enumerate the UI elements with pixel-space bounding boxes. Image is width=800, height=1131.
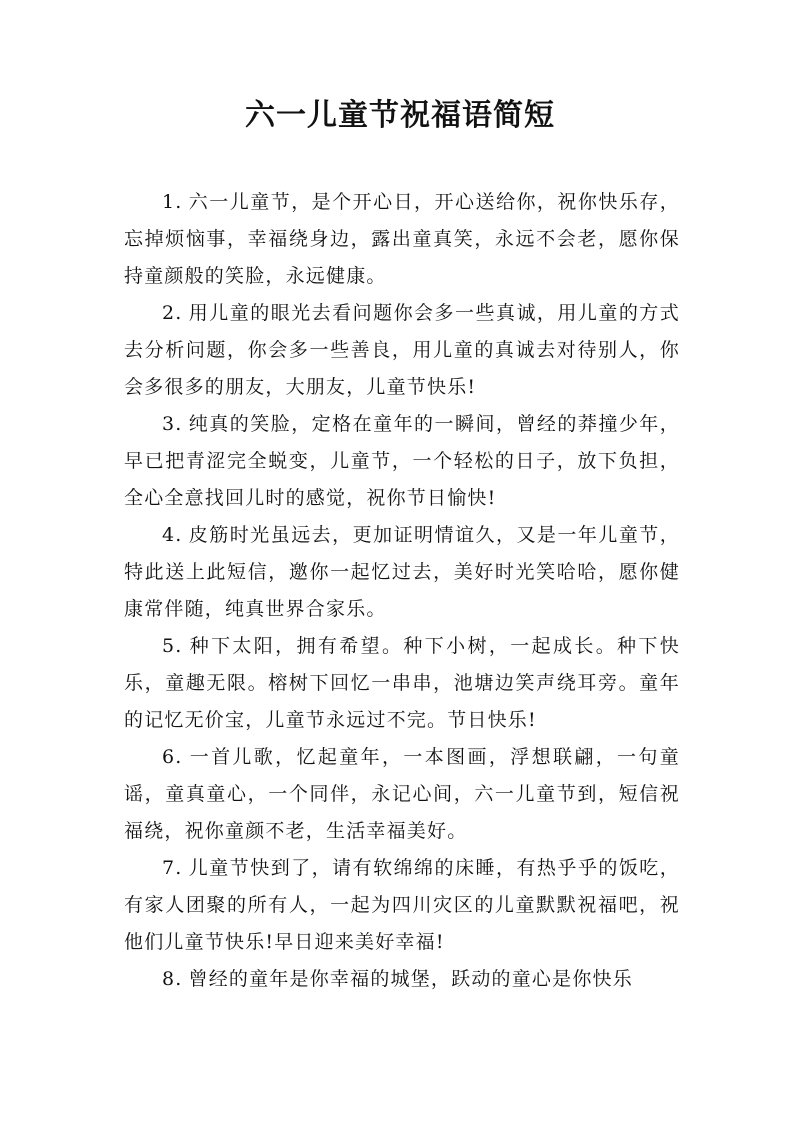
paragraph-number: 5. [162,635,183,657]
paragraph-6 [124,739,680,850]
paragraph-number: 6. [162,746,183,768]
paragraph-text: 曾经的童年是你幸福的城堡，跃动的童心是你快乐 [188,968,633,990]
paragraph-number: 4. [162,524,183,546]
paragraph-number: 7. [162,857,183,879]
paragraph-3 [124,406,680,517]
paragraph-number: 1. [162,191,183,213]
paragraph-text: 皮筋时光虽远去，更加证明情谊久，又是一年儿童节，特此送上此短信，邀你一起忆过去，美好时光笑哈哈，愿你健康常伴随，纯真世界合家乐。 [124,524,680,620]
document-title: 六一儿童节祝福语简短 [245,98,555,133]
paragraph-text: 一首儿歌，忆起童年，一本图画，浮想联翩，一句童谣，童真童心，一个同伴，永记心间，六一儿童节到，短信祝福绕，祝你童颜不老，生活幸福美好。 [124,746,680,842]
paragraph-4 [124,517,680,628]
paragraph-text: 用儿童的眼光去看问题你会多一些真诚，用儿童的方式去分析问题，你会多一些善良，用儿童的真诚去对待别人，你会多很多的朋友，大朋友，儿童节快乐! [124,302,680,398]
paragraph-text: 儿童节快到了，请有软绵绵的床睡，有热乎乎的饭吃，有家人团聚的所有人，一起为四川灾区的儿童默默祝福吧，祝他们儿童节快乐!早日迎来美好幸福! [124,857,680,953]
paragraph-7 [124,850,680,961]
paragraph-1 [124,184,680,295]
paragraph-5 [124,628,680,739]
paragraph-number: 8. [162,968,183,990]
paragraph-text: 种下太阳，拥有希望。种下小树，一起成长。种下快乐，童趣无限。榕树下回忆一串串，池塘边笑声绕耳旁。童年的记忆无价宝，儿童节永远过不完。节日快乐! [124,635,680,731]
paragraph-2 [124,295,680,406]
paragraph-text: 六一儿童节，是个开心日，开心送给你，祝你快乐存，忘掉烦恼事，幸福绕身边，露出童真笑，永远不会老，愿你保持童颜般的笑脸，永远健康。 [124,191,680,287]
document-body [124,184,680,998]
paragraph-text: 纯真的笑脸，定格在童年的一瞬间，曾经的莽撞少年，早已把青涩完全蜕变，儿童节，一个轻松的日子，放下负担，全心全意找回儿时的感觉，祝你节日愉快! [124,413,680,509]
paragraph-8 [124,961,680,998]
paragraph-number: 2. [162,302,183,324]
paragraph-number: 3. [162,413,183,435]
